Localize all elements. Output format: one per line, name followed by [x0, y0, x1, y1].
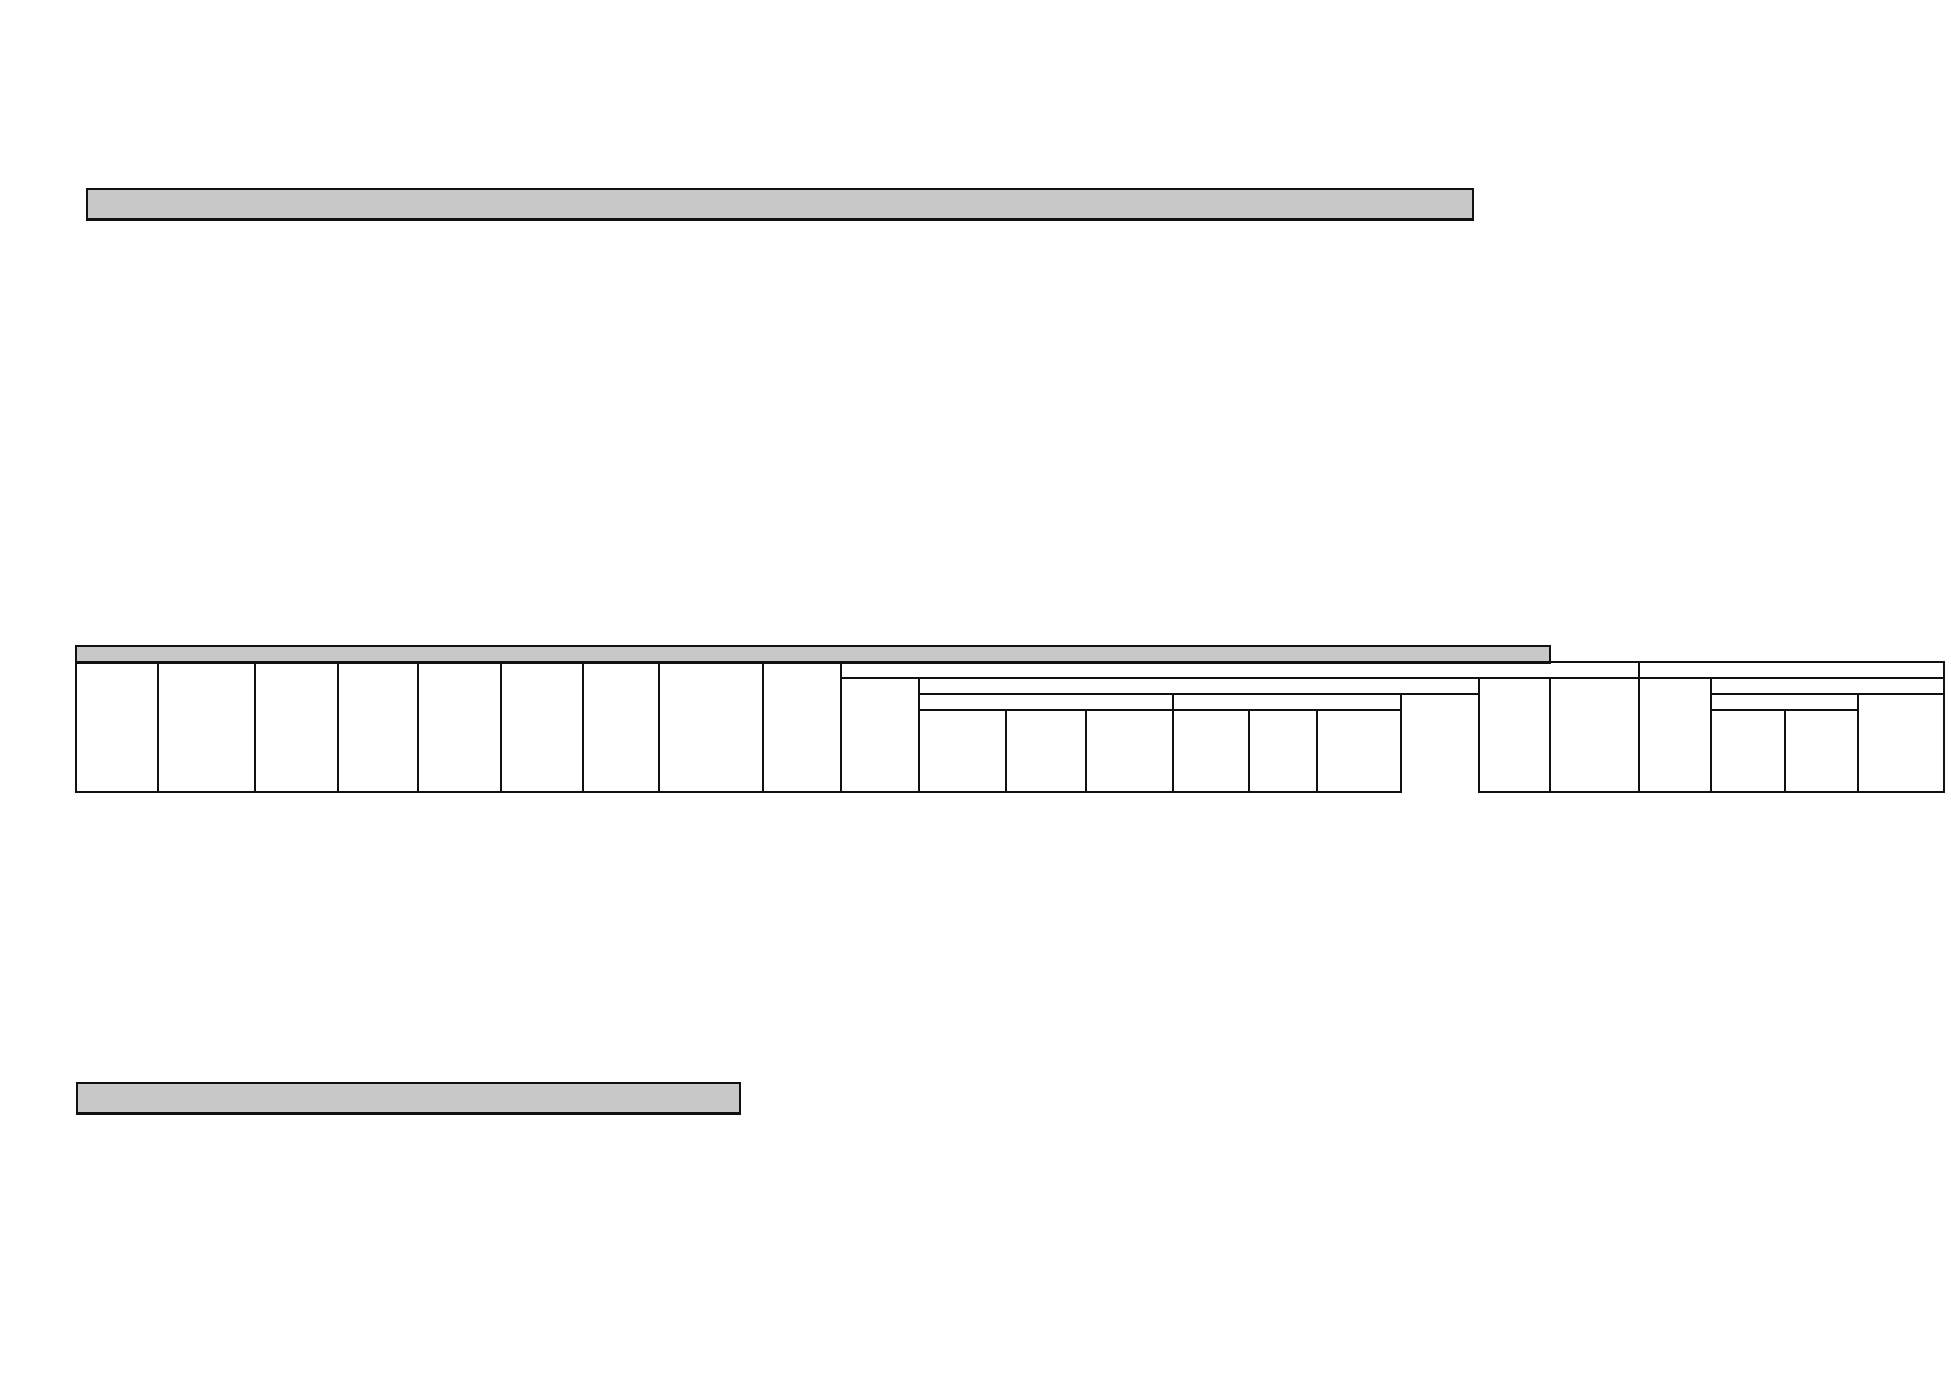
konzt1-col-q: [1550, 678, 1639, 792]
konzt1-tartozas-changes-header: [919, 678, 1479, 694]
konzt1-col-f: [583, 662, 659, 792]
konzt1-col-s: [1711, 710, 1785, 792]
konzt1-table: [75, 645, 1945, 806]
konzt1-col-r: [1639, 678, 1711, 792]
konzt1-group-kamatok: [1639, 662, 1944, 678]
konzt2-caption: [77, 1083, 740, 1113]
konzt1-group-tartozas-novekedes: [919, 694, 1173, 710]
konzt1-col-b: [255, 662, 338, 792]
konzt1-col-u: [1858, 694, 1944, 792]
konzt1-group-tartozas: [841, 662, 1639, 678]
konzt1-group-idoszaki-valtozasok: [1711, 678, 1944, 694]
konzt1-gap: [1401, 694, 1479, 792]
konzt1-col-i: [841, 678, 919, 792]
konzt1-col-t: [1785, 710, 1858, 792]
konzt1-col-l: [1086, 710, 1173, 792]
konzt1-col-e: [501, 662, 583, 792]
konzt1-col-d: [418, 662, 501, 792]
konzt1-col-m: [1173, 710, 1249, 792]
konzt1-group-tartozas-csokkenes: [1173, 694, 1401, 710]
konzt1-col-c: [338, 662, 418, 792]
konzt1-col-p: [1479, 678, 1550, 792]
konzt1-col-j: [919, 710, 1006, 792]
konzk2-caption: [87, 189, 1473, 219]
konzt1-col-h: [763, 662, 841, 792]
konzt1-col-g: [659, 662, 763, 792]
konzt1-col-a: [158, 662, 255, 792]
konzk2-table: [86, 188, 1474, 346]
konzt1-col-o: [1317, 710, 1401, 792]
konzt2-table: [76, 1082, 1529, 1242]
konzt1-col-n: [1249, 710, 1317, 792]
konzt1-col-k: [1006, 710, 1086, 792]
konzt1-group-tranzakciok: [1711, 694, 1858, 710]
konzt1-caption: [76, 646, 1550, 662]
konzt1-col-sorszam: [76, 662, 158, 792]
